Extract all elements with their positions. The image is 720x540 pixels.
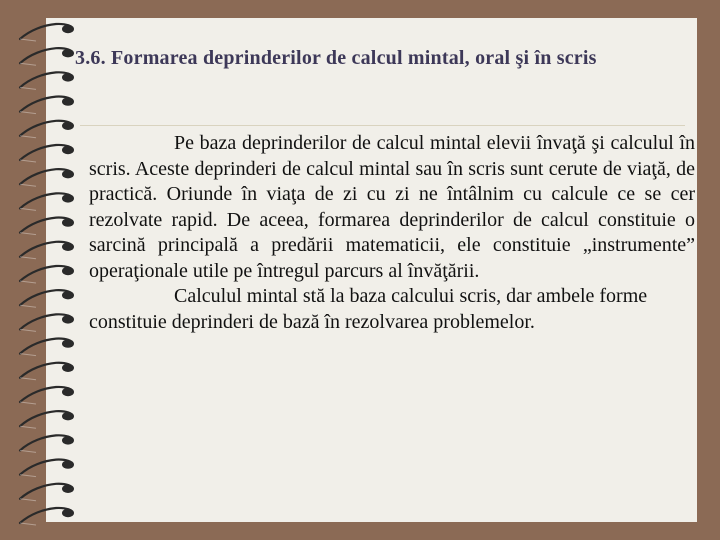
spiral-ring	[20, 363, 74, 380]
spiral-ring	[20, 48, 74, 65]
paragraph-1: Pe baza deprinderilor de calcul mintal elevii învaţă şi calculul în scris. Aceste deprinderi de calcul mintal sau în scris sunt cerute de viaţă, de practică. Oriunde în viaţa de zi cu zi ne întâlnim cu calcule ce se cer rezolvate rapid. De aceea, formarea deprinderilor de calcul constituie o sarcină principală a predării matematicii, ele constituie „instrumente” operaţionale utile pe întregul parcurs al învăţării.	[89, 132, 695, 282]
spiral-ring	[20, 72, 74, 89]
spiral-ring	[20, 97, 74, 114]
body-text	[89, 131, 695, 335]
spiral-ring	[20, 435, 74, 452]
paragraph-2: Calculul mintal stă la baza calcului scris, dar ambele forme constituie deprinderi de bază în rezolvarea problemelor.	[89, 285, 648, 333]
spiral-ring	[20, 145, 74, 162]
spiral-ring	[20, 266, 74, 283]
spiral-binding-icon	[0, 0, 90, 540]
spiral-ring	[20, 314, 74, 331]
slide-title: 3.6. Formarea deprinderilor de calcul mintal, oral şi în scris	[75, 47, 597, 69]
spiral-ring	[20, 460, 74, 477]
spiral-ring	[20, 508, 74, 525]
spiral-ring	[20, 218, 74, 235]
spiral-ring	[20, 193, 74, 210]
spiral-ring	[20, 169, 74, 186]
spiral-ring	[20, 290, 74, 307]
spiral-ring	[20, 339, 74, 356]
spiral-ring	[20, 121, 74, 138]
spiral-ring	[20, 242, 74, 259]
spiral-ring	[20, 484, 74, 501]
title-divider	[80, 125, 685, 126]
spiral-ring	[20, 24, 74, 41]
spiral-ring	[20, 387, 74, 404]
spiral-ring	[20, 411, 74, 428]
